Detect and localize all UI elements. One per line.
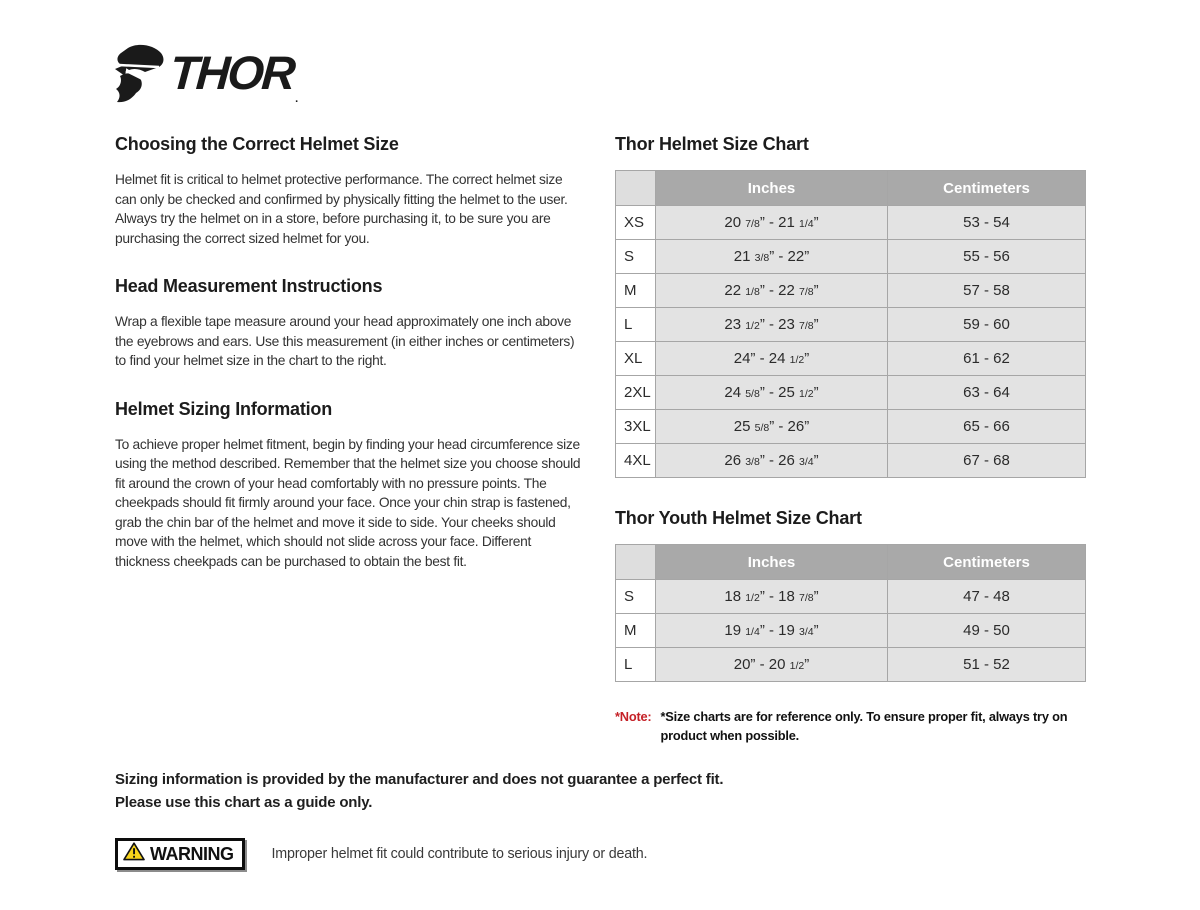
column-header: Inches	[656, 171, 888, 206]
size-cell: 4XL	[616, 444, 656, 478]
disclaimer-line-1: Sizing information is provided by the manufacturer and does not guarantee a perfect fit.	[115, 771, 724, 788]
column-header	[616, 545, 656, 580]
section-paragraph-measurement: Wrap a flexible tape measure around your head approximately one inch above the eyebrows and ears. Use this measurement (in either inches or centimeters) to find your helmet size in the chart to the right.	[115, 314, 575, 368]
table-row	[616, 614, 1086, 648]
column-header: Centimeters	[888, 171, 1086, 206]
size-cell: S	[616, 580, 656, 614]
reference-note	[615, 708, 1085, 745]
section-heading-measurement: Head Measurement Instructions	[115, 276, 383, 296]
cm-cell: 63 - 64	[888, 376, 1086, 410]
inches-cell: 21 3/8” - 22”	[656, 240, 888, 274]
inches-cell: 18 1/2” - 18 7/8”	[656, 580, 888, 614]
column-header: Centimeters	[888, 545, 1086, 580]
inches-cell: 19 1/4” - 19 3/4”	[656, 614, 888, 648]
size-cell: L	[616, 648, 656, 682]
table-row	[616, 342, 1086, 376]
size-cell: S	[616, 240, 656, 274]
table-row	[616, 410, 1086, 444]
registered-mark: .	[295, 93, 299, 105]
inches-cell: 23 1/2” - 23 7/8”	[656, 308, 888, 342]
inches-cell: 26 3/8” - 26 3/4”	[656, 444, 888, 478]
warning-label: WARNING	[150, 843, 234, 864]
cm-cell: 67 - 68	[888, 444, 1086, 478]
inches-cell: 22 1/8” - 22 7/8”	[656, 274, 888, 308]
size-cell: 3XL	[616, 410, 656, 444]
cm-cell: 47 - 48	[888, 580, 1086, 614]
inches-cell: 20” - 20 1/2”	[656, 648, 888, 682]
cm-cell: 55 - 56	[888, 240, 1086, 274]
cm-cell: 49 - 50	[888, 614, 1086, 648]
warning-triangle-icon	[123, 842, 145, 866]
cm-cell: 61 - 62	[888, 342, 1086, 376]
cm-cell: 57 - 58	[888, 274, 1086, 308]
goat-head-icon	[112, 44, 166, 109]
table-row	[616, 376, 1086, 410]
inches-cell: 24 5/8” - 25 1/2”	[656, 376, 888, 410]
size-charts-column	[615, 133, 1085, 745]
youth-size-chart-table	[615, 544, 1086, 682]
warning-badge	[115, 838, 245, 870]
size-cell: M	[616, 614, 656, 648]
table-row	[616, 308, 1086, 342]
cm-cell: 51 - 52	[888, 648, 1086, 682]
table-row	[616, 274, 1086, 308]
table-header-row	[616, 545, 1086, 580]
inches-cell: 24” - 24 1/2”	[656, 342, 888, 376]
warning-text: Improper helmet fit could contribute to serious injury or death.	[271, 846, 648, 862]
table-header-row	[616, 171, 1086, 206]
column-header	[616, 171, 656, 206]
table-row	[616, 240, 1086, 274]
youth-chart-title: Thor Youth Helmet Size Chart	[615, 508, 862, 528]
size-cell: XL	[616, 342, 656, 376]
section-paragraph-choosing: Helmet fit is critical to helmet protective performance. The correct helmet size can only be checked and confirmed by physically fitting the helmet to the user. Always try the helmet on in a store, before purchasing it, to be sure you are purchasing the correct sized helmet for you.	[115, 172, 568, 246]
size-cell: XS	[616, 206, 656, 240]
adult-chart-title: Thor Helmet Size Chart	[615, 134, 809, 154]
table-row	[616, 206, 1086, 240]
adult-size-chart-table	[615, 170, 1086, 478]
table-row	[616, 444, 1086, 478]
column-header: Inches	[656, 545, 888, 580]
table-row	[616, 648, 1086, 682]
inches-cell: 25 5/8” - 26”	[656, 410, 888, 444]
note-label: *Note:	[615, 709, 652, 724]
section-heading-sizing-info: Helmet Sizing Information	[115, 398, 333, 419]
size-cell: L	[616, 308, 656, 342]
disclaimer-line-2: Please use this chart as a guide only.	[115, 794, 373, 811]
cm-cell: 59 - 60	[888, 308, 1086, 342]
thor-logo	[112, 44, 298, 109]
section-paragraph-sizing-info: To achieve proper helmet fitment, begin by finding your head circumference size using the method described. Remember that the helmet size you choose should fit around the crown of your head comfortably with no pressure points. The cheekpads should fit firmly around your face. Once your chin strap is fastened, grab the chin bar of the helmet and move it side to side. Your cheeks should move with the helmet, which should not slide across your face. Different thickness cheekpads can be purchased to obtain the best fit.	[115, 436, 581, 569]
cm-cell: 53 - 54	[888, 206, 1086, 240]
inches-cell: 20 7/8” - 21 1/4”	[656, 206, 888, 240]
size-cell: M	[616, 274, 656, 308]
note-text: *Size charts are for reference only. To ensure proper fit, always try on product when possible.	[660, 709, 1068, 743]
manufacturer-disclaimer	[115, 768, 723, 814]
thor-wordmark: THOR	[168, 46, 296, 99]
table-row	[616, 580, 1086, 614]
warning-row	[115, 838, 647, 870]
cm-cell: 65 - 66	[888, 410, 1086, 444]
section-heading-choosing: Choosing the Correct Helmet Size	[115, 134, 399, 154]
sizing-info-column	[115, 133, 587, 598]
size-cell: 2XL	[616, 376, 656, 410]
